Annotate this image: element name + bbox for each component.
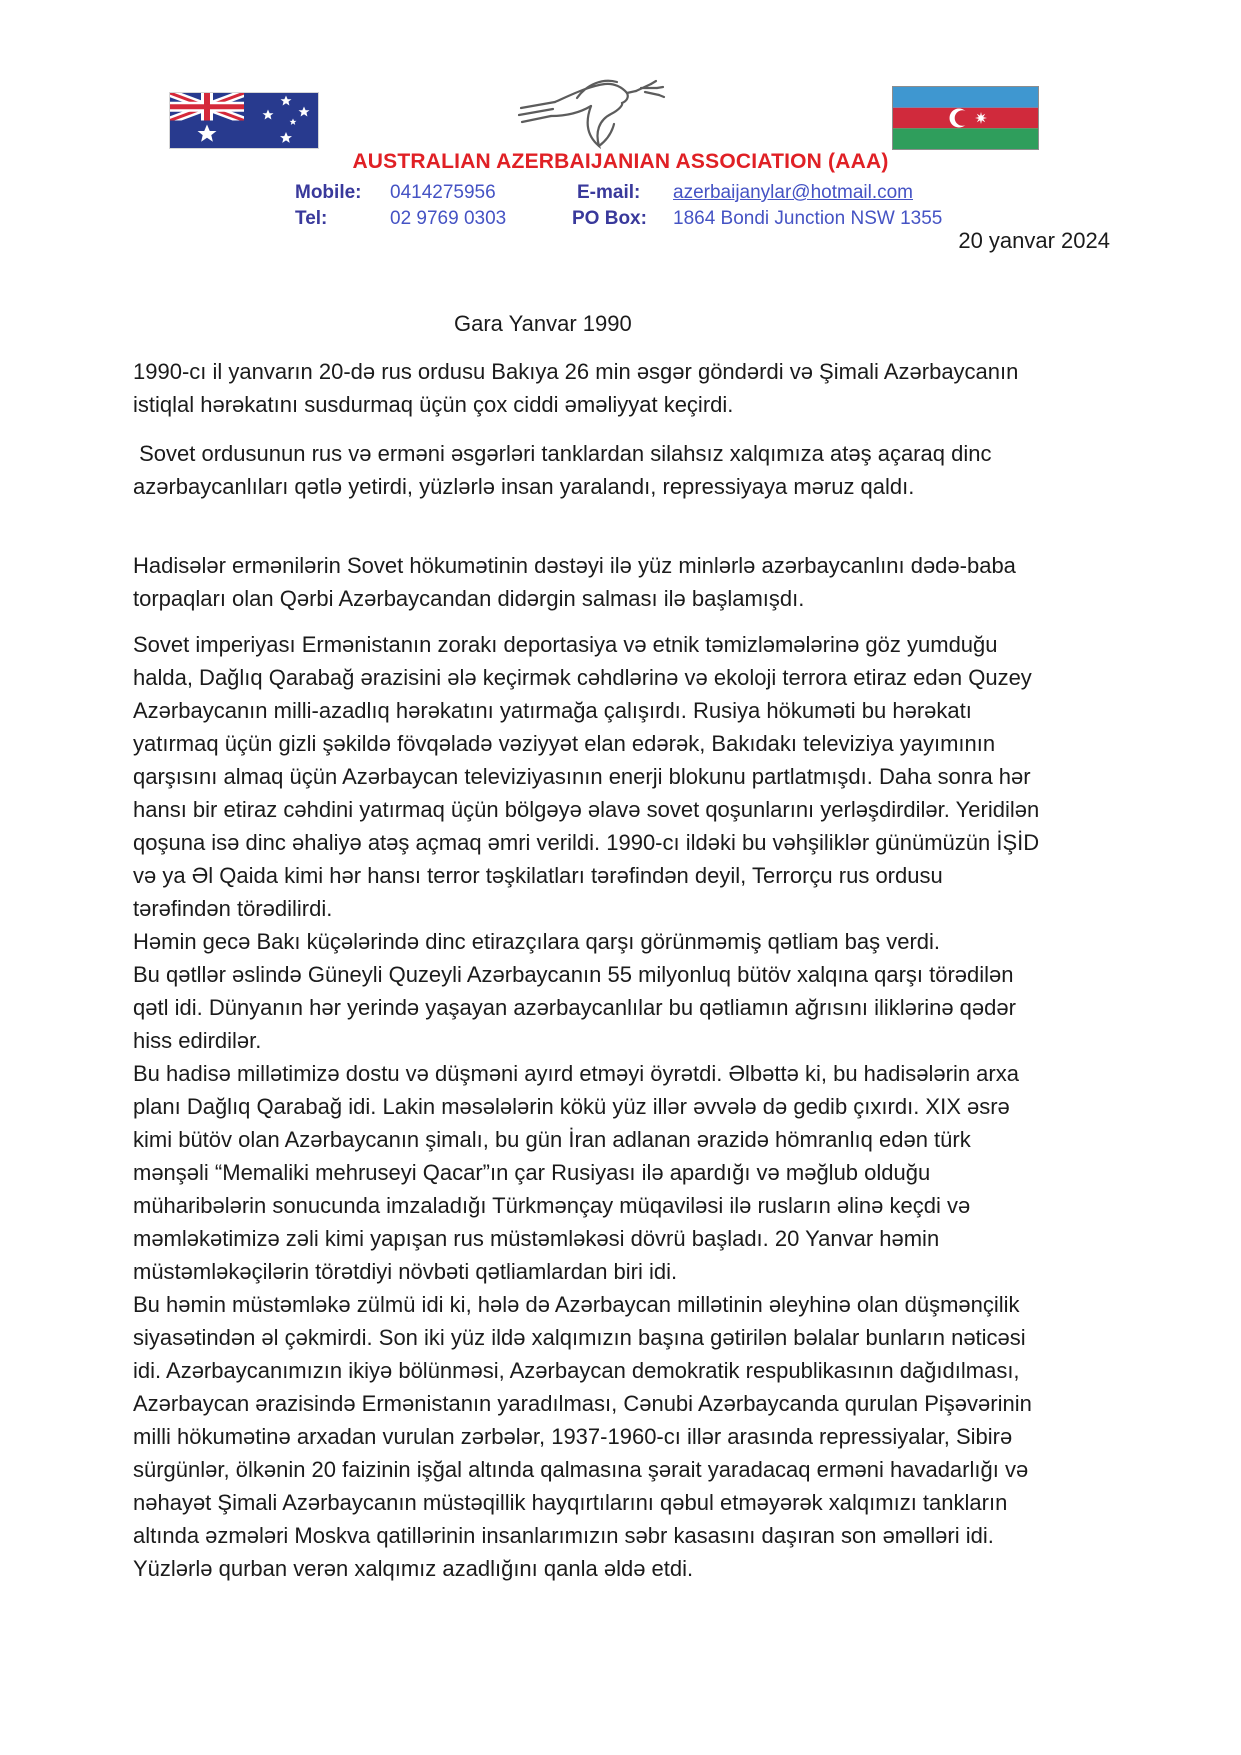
pobox-label: PO Box:	[572, 208, 647, 229]
text-line: Sovet ordusunun rus və erməni əsgərləri tanklardan silahsız xalqımıza atəş açaraq dinc	[133, 441, 992, 466]
text-line: milli hökumətinə arxadan vurulan zərbələr, 1937-1960-cı illər arasında repressiyalar, Sibirə	[133, 1424, 1013, 1449]
body-paragraph	[133, 549, 1143, 615]
body-paragraph	[133, 628, 1143, 1585]
text-line: sürgünlər, ölkənin 20 faizinin işğal altında qalmasına şərait yaradacaq erməni havadarlığı və	[133, 1457, 1029, 1482]
text-line: Bu qətllər əslində Güneyli Quzeyli Azərbaycanın 55 milyonluq bütöv xalqına qarşı törədilən	[133, 962, 1014, 987]
email-link[interactable]: azerbaijanylar@hotmail.com	[673, 182, 913, 203]
text-line: tərəfindən törədilirdi.	[133, 896, 333, 921]
text-line: mənşəli “Memaliki mehruseyi Qacar”ın çar Rusiyası ilə apardığı və məğlub olduğu	[133, 1160, 931, 1185]
text-line: 1990-cı il yanvarın 20-də rus ordusu Bakıya 26 min əsgər göndərdi və Şimali Azərbaycanın	[133, 359, 1019, 384]
text-line: nəhayət Şimali Azərbaycanın müstəqillik hayqırtılarını qəbul etməyərək xalqımızı tankların	[133, 1490, 1008, 1515]
text-line: Yüzlərlə qurban verən xalqımız azadlığını qanla əldə etdi.	[133, 1556, 694, 1581]
text-line: Həmin gecə Bakı küçələrində dinc etirazçılara qarşı görünməmiş qətliam baş verdi.	[133, 929, 941, 954]
tel-label: Tel:	[295, 208, 328, 229]
text-line: torpaqları olan Qərbi Azərbaycandan didərgin salması ilə başlamışdı.	[133, 586, 805, 611]
text-line: Azərbaycanın milli-azadlıq hərəkatını yatırmağa çalışırdı. Rusiya hökuməti bu hərəkatı	[133, 698, 972, 723]
text-line: müharibələrin sonucunda imzaladığı Türkmənçay müqaviləsi ilə rusların əlinə keçdi və	[133, 1193, 971, 1218]
mobile-label: Mobile:	[295, 182, 362, 203]
text-line: hiss edirdilər.	[133, 1028, 262, 1053]
mobile-value: 0414275956	[390, 182, 496, 203]
text-line: Azərbaycan ərazisində Ermənistanın yaradılması, Cənubi Azərbaycanda qurulan Pişəvərinin	[133, 1391, 1032, 1416]
text-line: altında əzmələri Moskva qatillərinin insanlarımızın səbr kasasını daşıran son əməlləri idi.	[133, 1523, 994, 1548]
text-line: kimi bütöv olan Azərbaycanın şimalı, bu gün İran adlanan ərazidə hömranlıq edən türk	[133, 1127, 971, 1152]
text-line: yatırmaq üçün gizli şəkildə fövqəladə vəziyyət elan edərək, Bakıdakı televiziya yayımının	[133, 731, 996, 756]
text-line: məmləkətimizə zəli kimi yapışan rus müstəmləkəsi dövrü başladı. 20 Yanvar həmin	[133, 1226, 940, 1251]
text-line: Bu həmin müstəmləkə zülmü idi ki, hələ də Azərbaycan millətinin əleyhinə olan düşmənçilik	[133, 1292, 1020, 1317]
tel-value: 02 9769 0303	[390, 208, 507, 229]
text-line: siyasətindən əl çəkmirdi. Son iki yüz ildə xalqımızın başına gətirilən bəlalar bunların nəticəsi	[133, 1325, 1026, 1350]
text-line: Bu hadisə millətimizə dostu və düşməni ayırd etməyi öyrətdi. Əlbəttə ki, bu hadisələrin arxa	[133, 1061, 1019, 1086]
text-line: hansı bir etiraz cəhdini yatırmaq üçün bölgəyə əlavə sovet qoşunlarını yerləşdirdilər. Yeridilən	[133, 797, 1040, 822]
text-line: və ya Əl Qaida kimi hər hansı terror təşkilatları tərəfindən deyil, Terrorçu rus ordusu	[133, 863, 943, 888]
azerbaijan-flag-icon	[893, 87, 1038, 149]
body-paragraph	[133, 437, 1143, 503]
document-date: 20 yanvar 2024	[958, 228, 1110, 253]
text-line: qoşuna isə dinc əhaliyə atəş açmaq əmri verildi. 1990-cı ildəki bu vəhşiliklər günümüzün İŞİD	[133, 830, 1040, 855]
text-line: qarşısını almaq üçün Azərbaycan televiziyasının enerji blokunu partlatmışdı. Daha sonra hər	[133, 764, 1031, 789]
document-body	[133, 355, 1143, 1585]
text-line: müstəmləkəçilərin törətdiyi növbəti qətliamlardan biri idi.	[133, 1259, 678, 1284]
text-line: azərbaycanlıları qətlə yetirdi, yüzlərlə insan yaralandı, repressiyaya məruz qaldı.	[133, 474, 915, 499]
dove-icon	[515, 74, 685, 154]
org-name: AUSTRALIAN AZERBAIJANIAN ASSOCIATION (AAA)	[352, 150, 889, 173]
text-line: idi. Azərbaycanımızın ikiyə bölünməsi, Azərbaycan demokratik respublikasının dağıdılması,	[133, 1358, 1020, 1383]
australian-flag-icon	[170, 93, 318, 148]
text-line: Sovet imperiyası Ermənistanın zorakı deportasiya və etnik təmizləmələrinə göz yumduğu	[133, 632, 998, 657]
text-line: istiqlal hərəkatını susdurmaq üçün çox ciddi əməliyyat keçirdi.	[133, 392, 734, 417]
text-line: qətl idi. Dünyanın hər yerində yaşayan azərbaycanlılar bu qətliamın ağrısını iliklərinə qədər	[133, 995, 1016, 1020]
email-label: E-mail:	[577, 182, 641, 203]
text-line: Hadisələr ermənilərin Sovet hökumətinin dəstəyi ilə yüz minlərlə azərbaycanlını dədə-baba	[133, 553, 1016, 578]
document-title: Gara Yanvar 1990	[454, 311, 632, 336]
body-paragraph	[133, 355, 1143, 421]
pobox-value: 1864 Bondi Junction NSW 1355	[673, 208, 943, 229]
text-line: planı Dağlıq Qarabağ idi. Lakin məsələlərin kökü yüz illər əvvələ də gedib çıxırdı. XIX əsrə	[133, 1094, 1010, 1119]
text-line: halda, Dağlıq Qarabağ ərazisini ələ keçirmək cəhdlərinə və ekoloji terrora etiraz edən Quzey	[133, 665, 1032, 690]
